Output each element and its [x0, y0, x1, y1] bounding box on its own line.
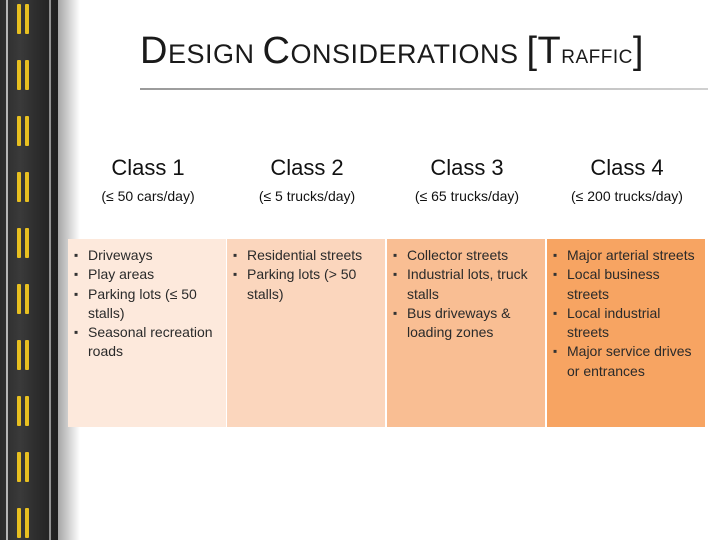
- list-item: ▪ Major service drives or entrances: [553, 342, 701, 381]
- class-4-list: [553, 246, 701, 381]
- list-item: ▪ Driveways: [74, 246, 222, 265]
- list-item: ▪ Local business streets: [553, 265, 701, 304]
- title-part: [T: [526, 30, 562, 72]
- lane-dash: [25, 396, 29, 426]
- list-item: ▪ Industrial lots, truck stalls: [393, 265, 541, 304]
- lane-dash: [25, 340, 29, 370]
- lane-dash: [17, 452, 21, 482]
- class-name: Class 1: [111, 155, 185, 180]
- lane-dash: [17, 228, 21, 258]
- class-name: Class 2: [270, 155, 344, 180]
- class-traffic: (≤ 50 cars/day): [101, 188, 195, 204]
- class-3-box: [387, 239, 545, 427]
- list-item: ▪ Collector streets: [393, 246, 541, 265]
- title-underline: [140, 88, 708, 90]
- class-4-box: [547, 239, 705, 427]
- road-decoration: [0, 0, 58, 540]
- lane-dash: [25, 4, 29, 34]
- class-traffic: (≤ 5 trucks/day): [258, 188, 356, 204]
- title-part: ESIGN: [167, 39, 263, 69]
- lane-dash: [17, 172, 21, 202]
- road-edge-line: [6, 0, 8, 540]
- lane-dash: [25, 116, 29, 146]
- class-2-box: [227, 239, 385, 427]
- list-item: ▪ Residential streets: [233, 246, 381, 265]
- lane-dash: [25, 508, 29, 538]
- title-part: ]: [632, 30, 644, 72]
- lane-dash: [17, 60, 21, 90]
- lane-dash: [17, 284, 21, 314]
- class-1-header: [68, 152, 228, 206]
- class-3-list: [393, 246, 541, 342]
- lane-dash: [17, 340, 21, 370]
- class-4-header: [547, 152, 707, 206]
- list-item: ▪ Bus driveways & loading zones: [393, 304, 541, 343]
- lane-dash: [17, 508, 21, 538]
- lane-dash: [25, 60, 29, 90]
- slide-title: [140, 30, 700, 73]
- class-2-header: [227, 152, 387, 206]
- list-item: ▪ Major arterial streets: [553, 246, 701, 265]
- title-part: D: [140, 30, 168, 72]
- title-part: ONSIDERATIONS: [290, 39, 527, 69]
- class-traffic: (≤ 200 trucks/day): [571, 188, 683, 204]
- class-3-header: [387, 152, 547, 206]
- list-item: ▪ Local industrial streets: [553, 304, 701, 343]
- class-name: Class 3: [430, 155, 504, 180]
- lane-dash: [25, 172, 29, 202]
- list-item: ▪ Seasonal recreation roads: [74, 323, 222, 362]
- class-traffic: (≤ 65 trucks/day): [414, 188, 520, 204]
- list-item: ▪ Parking lots (≤ 50 stalls): [74, 285, 222, 324]
- class-2-list: [233, 246, 381, 304]
- class-name: Class 4: [590, 155, 664, 180]
- lane-dash: [25, 452, 29, 482]
- title-part: C: [262, 30, 291, 72]
- lane-dash: [25, 228, 29, 258]
- lane-dash: [17, 116, 21, 146]
- lane-dash: [17, 4, 21, 34]
- list-item: ▪ Play areas: [74, 265, 222, 284]
- title-part: RAFFIC: [561, 47, 633, 68]
- lane-dash: [25, 284, 29, 314]
- class-1-box: [68, 239, 226, 427]
- lane-dash: [17, 396, 21, 426]
- list-item: ▪ Parking lots (> 50 stalls): [233, 265, 381, 304]
- class-1-list: [74, 246, 222, 362]
- road-edge-line: [49, 0, 51, 540]
